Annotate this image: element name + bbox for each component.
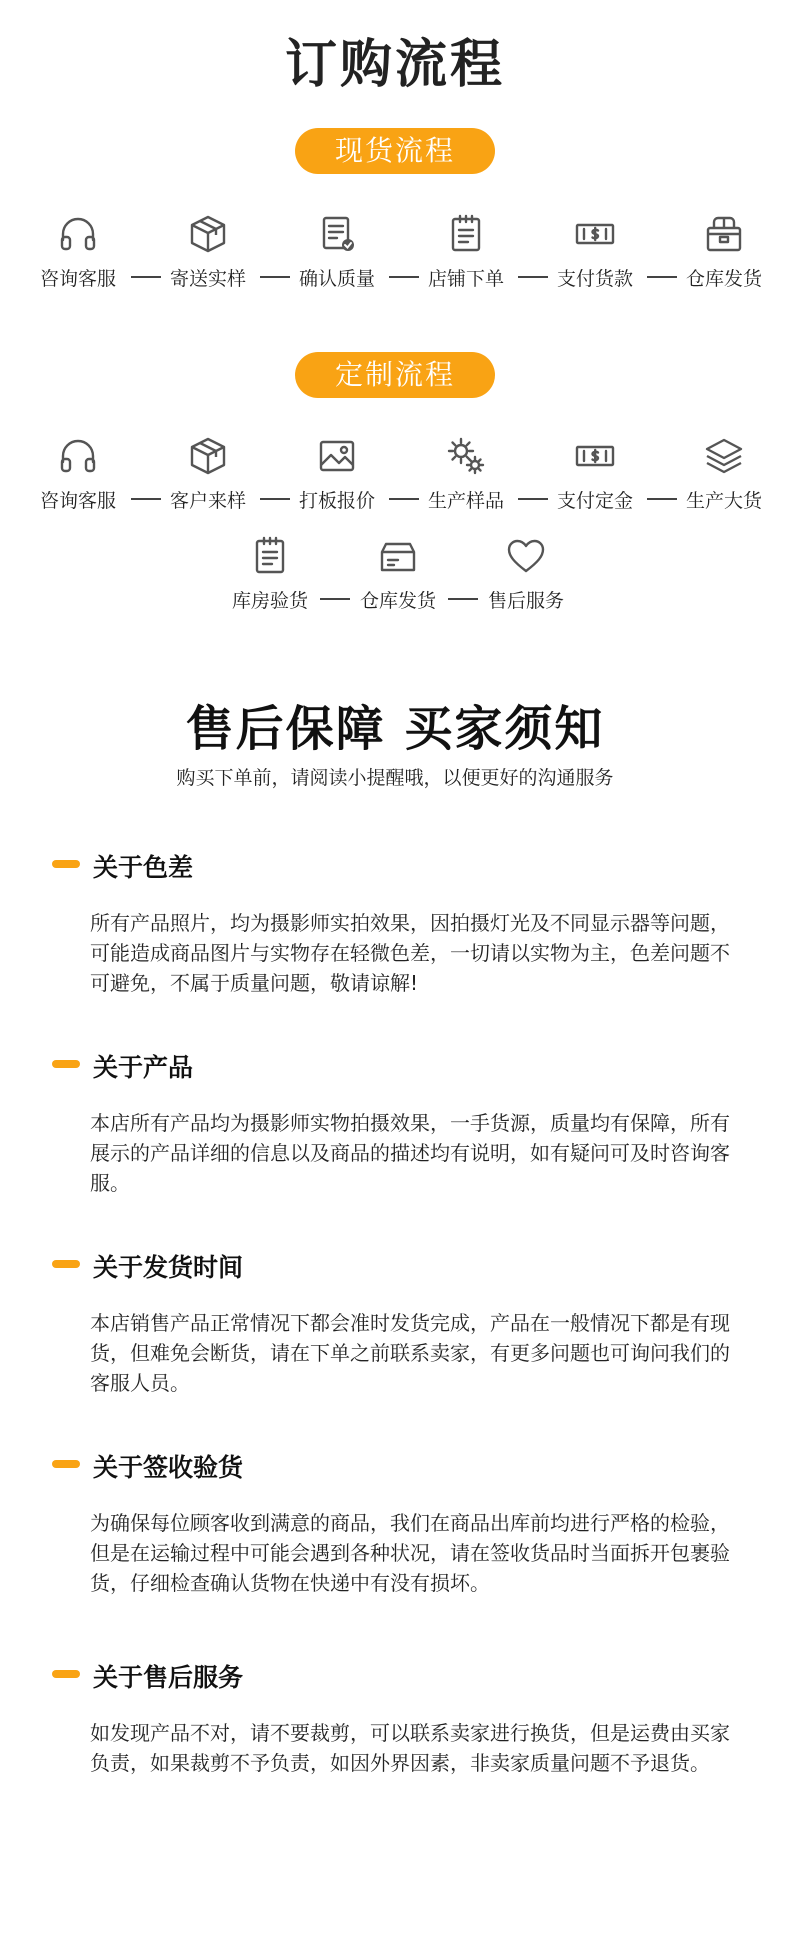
- guarantee-title: 售后保障 买家须知: [185, 701, 605, 757]
- box-icon: [186, 434, 230, 478]
- gears-icon: [444, 434, 488, 478]
- notice-marker: [52, 860, 80, 868]
- flow-step-deposit: 支付定金: [530, 434, 660, 513]
- flow-step-consult: 咨询客服: [13, 212, 143, 291]
- notice-text: 为确保每位顾客收到满意的商品，我们在商品出库前均进行严格的检验，但是在运输过程中可能会遇到各种状况，请在签收货品时当面拆开包裹验货，仔细检查确认货物在快递中有没有损坏。: [90, 1511, 730, 1595]
- flow-step-after-sales: 售后服务: [461, 534, 591, 613]
- image-icon: [315, 434, 359, 478]
- flow-step-consult: 咨询客服: [13, 434, 143, 513]
- flow-step-send-sample: 寄送实样: [143, 212, 273, 291]
- notice-marker: [52, 1260, 80, 1268]
- notice-marker: [52, 1460, 80, 1468]
- layers-icon: [702, 434, 746, 478]
- notice-text: 本店所有产品均为摄影师实物拍摄效果，一手货源，质量均有保障，所有展示的产品详细的信息以及商品的描述均有说明，如有疑问可及时咨询客服。: [90, 1111, 730, 1195]
- flow-step-pay: 支付货款: [530, 212, 660, 291]
- stock-flow-badge: 现货流程: [295, 128, 495, 174]
- flow-step-place-order: 店铺下单: [401, 212, 531, 291]
- notice-heading: 关于色差: [93, 853, 194, 882]
- notice-heading: 关于发货时间: [93, 1253, 244, 1282]
- box-icon: [186, 212, 230, 256]
- headset-icon: [56, 212, 100, 256]
- warehouse-icon: [702, 212, 746, 256]
- notice-marker: [52, 1060, 80, 1068]
- flow-step-ship: 仓库发货: [659, 212, 789, 291]
- flow-step-produce-sample: 生产样品: [401, 434, 531, 513]
- flow-step-ship: 仓库发货: [333, 534, 463, 613]
- checklist-icon: [315, 212, 359, 256]
- flow-step-customer-sample: 客户来样: [143, 434, 273, 513]
- flow-step-inspection: 库房验货: [205, 534, 335, 613]
- notice-text: 所有产品照片，均为摄影师实拍效果，因拍摄灯光及不同显示器等问题，可能造成商品图片与实物存在轻微色差，一切请以实物为主，色差问题不可避免，不属于质量问题，敬请谅解!: [90, 911, 730, 995]
- headset-icon: [56, 434, 100, 478]
- notice-text: 如发现产品不对，请不要裁剪，可以联系卖家进行换货，但是运费由买家负责，如果裁剪不予负责，如因外界因素，非卖家质量问题不予退货。: [90, 1721, 730, 1775]
- notice-text: 本店销售产品正常情况下都会准时发货完成，产品在一般情况下都是有现货，但难免会断货，请在下单之前联系卖家，有更多问题也可询问我们的客服人员。: [90, 1311, 730, 1395]
- notice-heading: 关于产品: [93, 1053, 194, 1082]
- notice-heading: 关于售后服务: [93, 1663, 244, 1692]
- flow-step-confirm-quality: 确认质量: [272, 212, 402, 291]
- delivery-box-icon: [376, 534, 420, 578]
- notice-marker: [52, 1670, 80, 1678]
- notice-heading: 关于签收验货: [93, 1453, 244, 1482]
- clipboard-icon: [444, 212, 488, 256]
- page-title: 订购流程: [284, 35, 505, 95]
- flow-step-quote: 打板报价: [272, 434, 402, 513]
- custom-flow-badge: 定制流程: [295, 352, 495, 398]
- guarantee-subtitle: 购买下单前，请阅读小提醒哦，以便更好的沟通服务: [176, 767, 614, 789]
- heart-icon: [504, 534, 548, 578]
- money-icon: [573, 212, 617, 256]
- money-icon: [573, 434, 617, 478]
- flow-step-mass-production: 生产大货: [659, 434, 789, 513]
- clipboard-icon: [248, 534, 292, 578]
